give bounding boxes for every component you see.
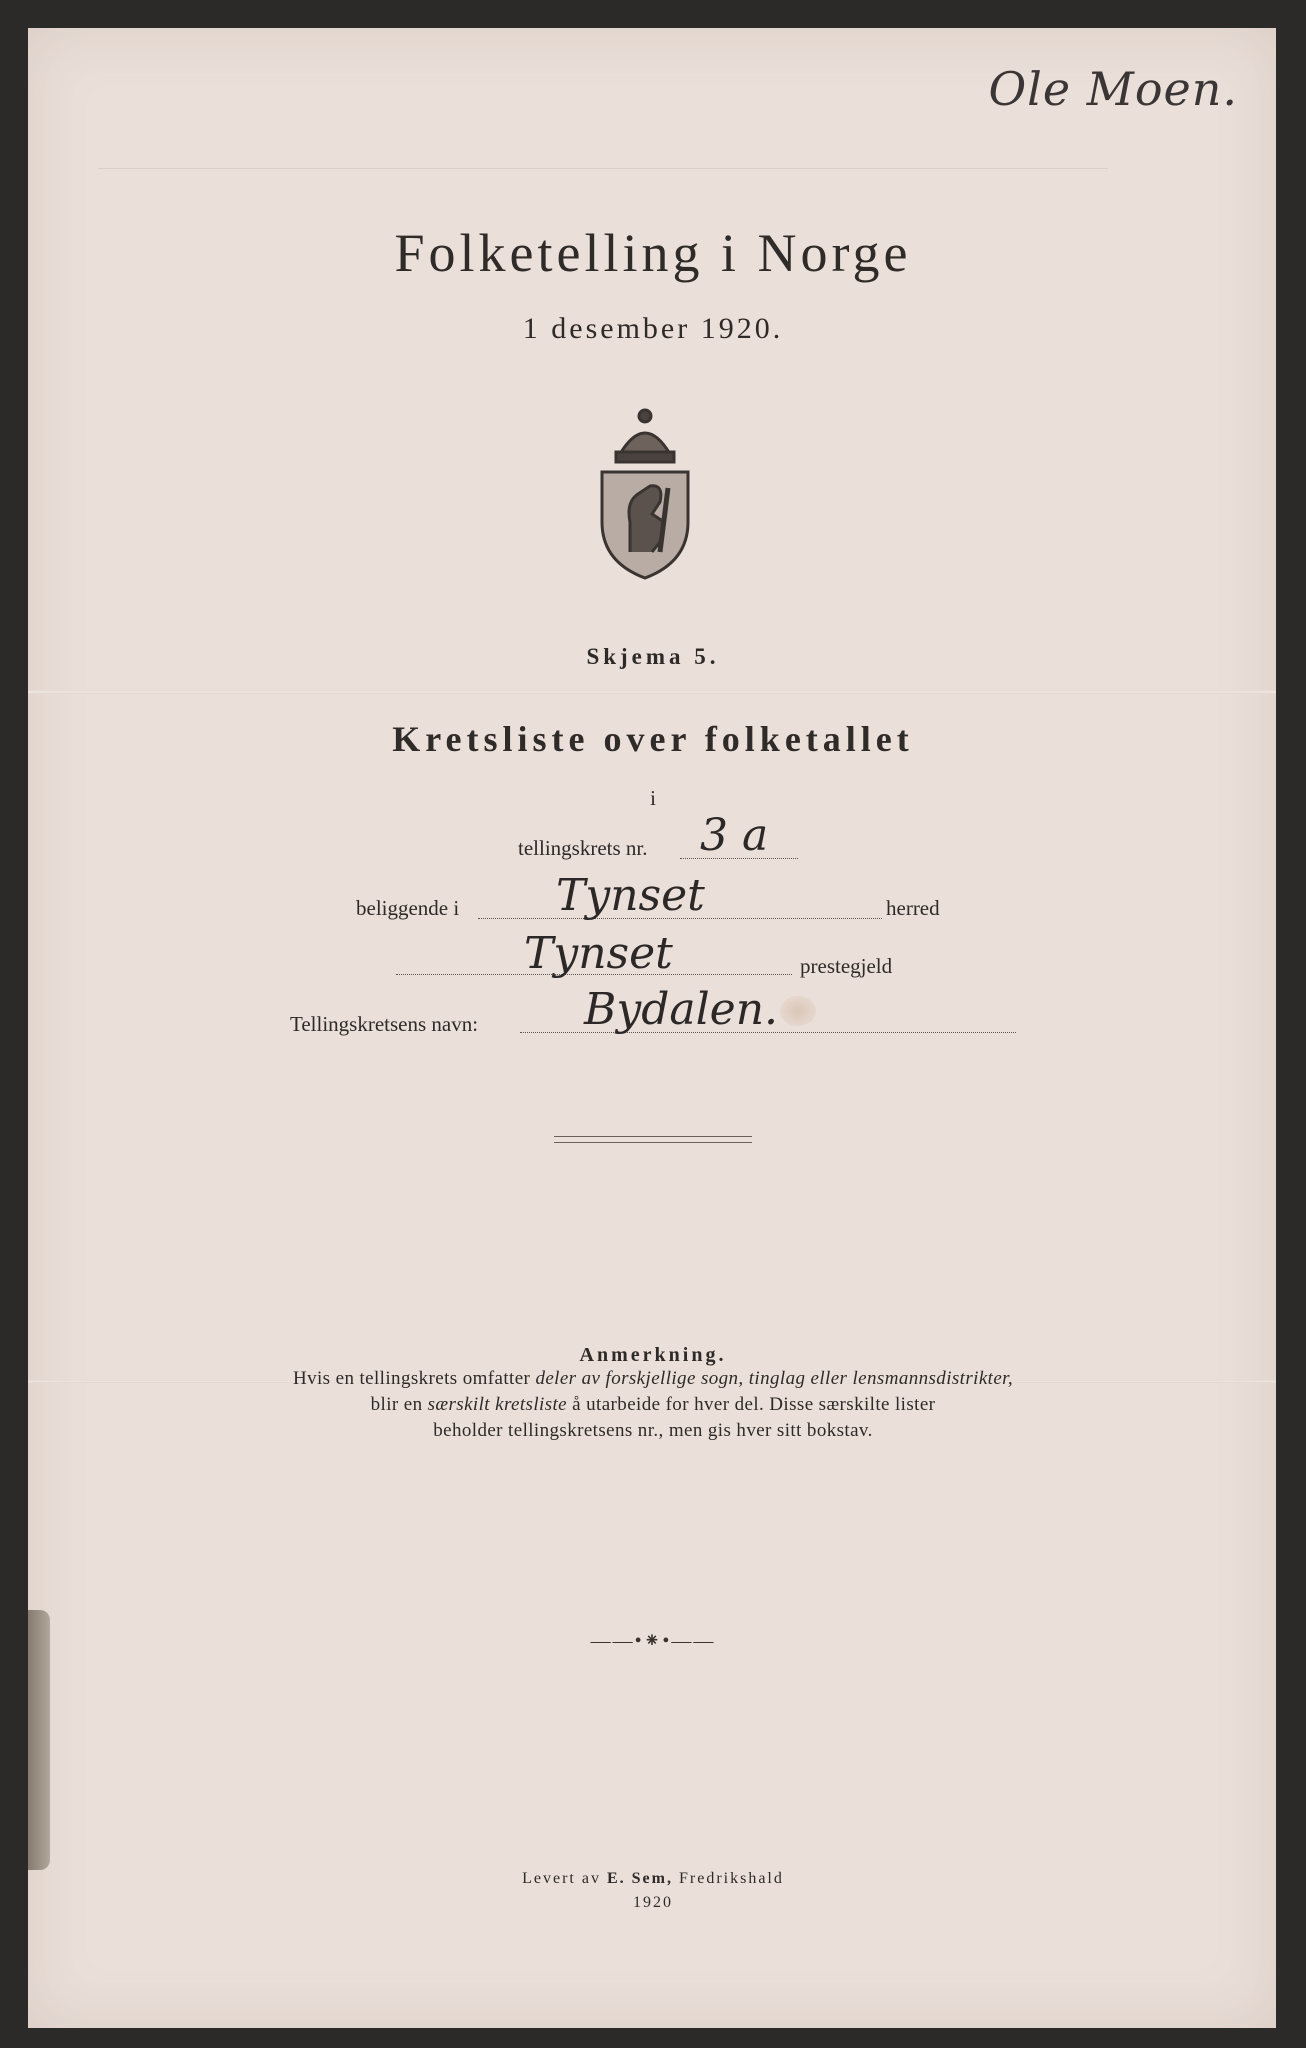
- printer-name: E. Sem,: [606, 1870, 673, 1887]
- form-title: Folketelling i Norge: [394, 223, 912, 283]
- tellingskrets-label: tellingskrets nr.: [518, 836, 648, 860]
- printer-prefix: Levert av: [522, 1870, 607, 1887]
- fold-line: [28, 690, 1276, 694]
- anmerkning-line-2: [0, 1394, 1306, 1416]
- prestegjeld-value: Tynset: [524, 928, 673, 979]
- anmerkning-line-1: [0, 1368, 1306, 1390]
- census-date: 1 desember 1920.: [522, 312, 784, 345]
- printer-place: Fredrikshald: [672, 1870, 784, 1887]
- norwegian-coat-of-arms-icon: [590, 402, 700, 580]
- prestegjeld-label: prestegjeld: [800, 954, 893, 978]
- herred-label: herred: [886, 896, 940, 920]
- navn-label: Tellingskretsens navn:: [290, 1012, 479, 1036]
- preposition-i: i: [650, 786, 656, 810]
- handwritten-name: Ole Moen.: [988, 62, 1238, 116]
- printer-year: 1920: [633, 1894, 673, 1911]
- anmerkning-text: blir en: [370, 1394, 428, 1415]
- tellingskrets-value: 3 a: [700, 810, 769, 861]
- beliggende-label: beliggende i: [356, 896, 460, 920]
- paper-stain: [780, 996, 816, 1026]
- bleed-through-line: [98, 168, 1108, 169]
- double-rule-divider: [554, 1136, 752, 1143]
- printer-credit: [0, 1870, 1306, 1888]
- anmerkning-italic: særskilt kretsliste: [427, 1394, 568, 1415]
- anmerkning-italic: deler av forskjellige sogn, tinglag eller lensmannsdistrikter,: [535, 1368, 1014, 1389]
- anmerkning-text: Hvis en tellingskrets omfatter: [292, 1368, 536, 1389]
- ornament-divider: ——•⁕•——: [590, 1630, 716, 1652]
- navn-value: Bydalen.: [584, 984, 779, 1035]
- schema-number: Skjema 5.: [586, 644, 720, 669]
- beliggende-value: Tynset: [556, 870, 705, 921]
- anmerkning-line-3: beholder tellingskretsens nr., men gis hver sitt bokstav.: [433, 1420, 873, 1441]
- anmerkning-heading: Anmerkning.: [579, 1344, 727, 1366]
- anmerkning-text: å utarbeide for hver del. Disse særskilte lister: [567, 1394, 936, 1415]
- list-heading: Kretsliste over folketallet: [392, 719, 914, 759]
